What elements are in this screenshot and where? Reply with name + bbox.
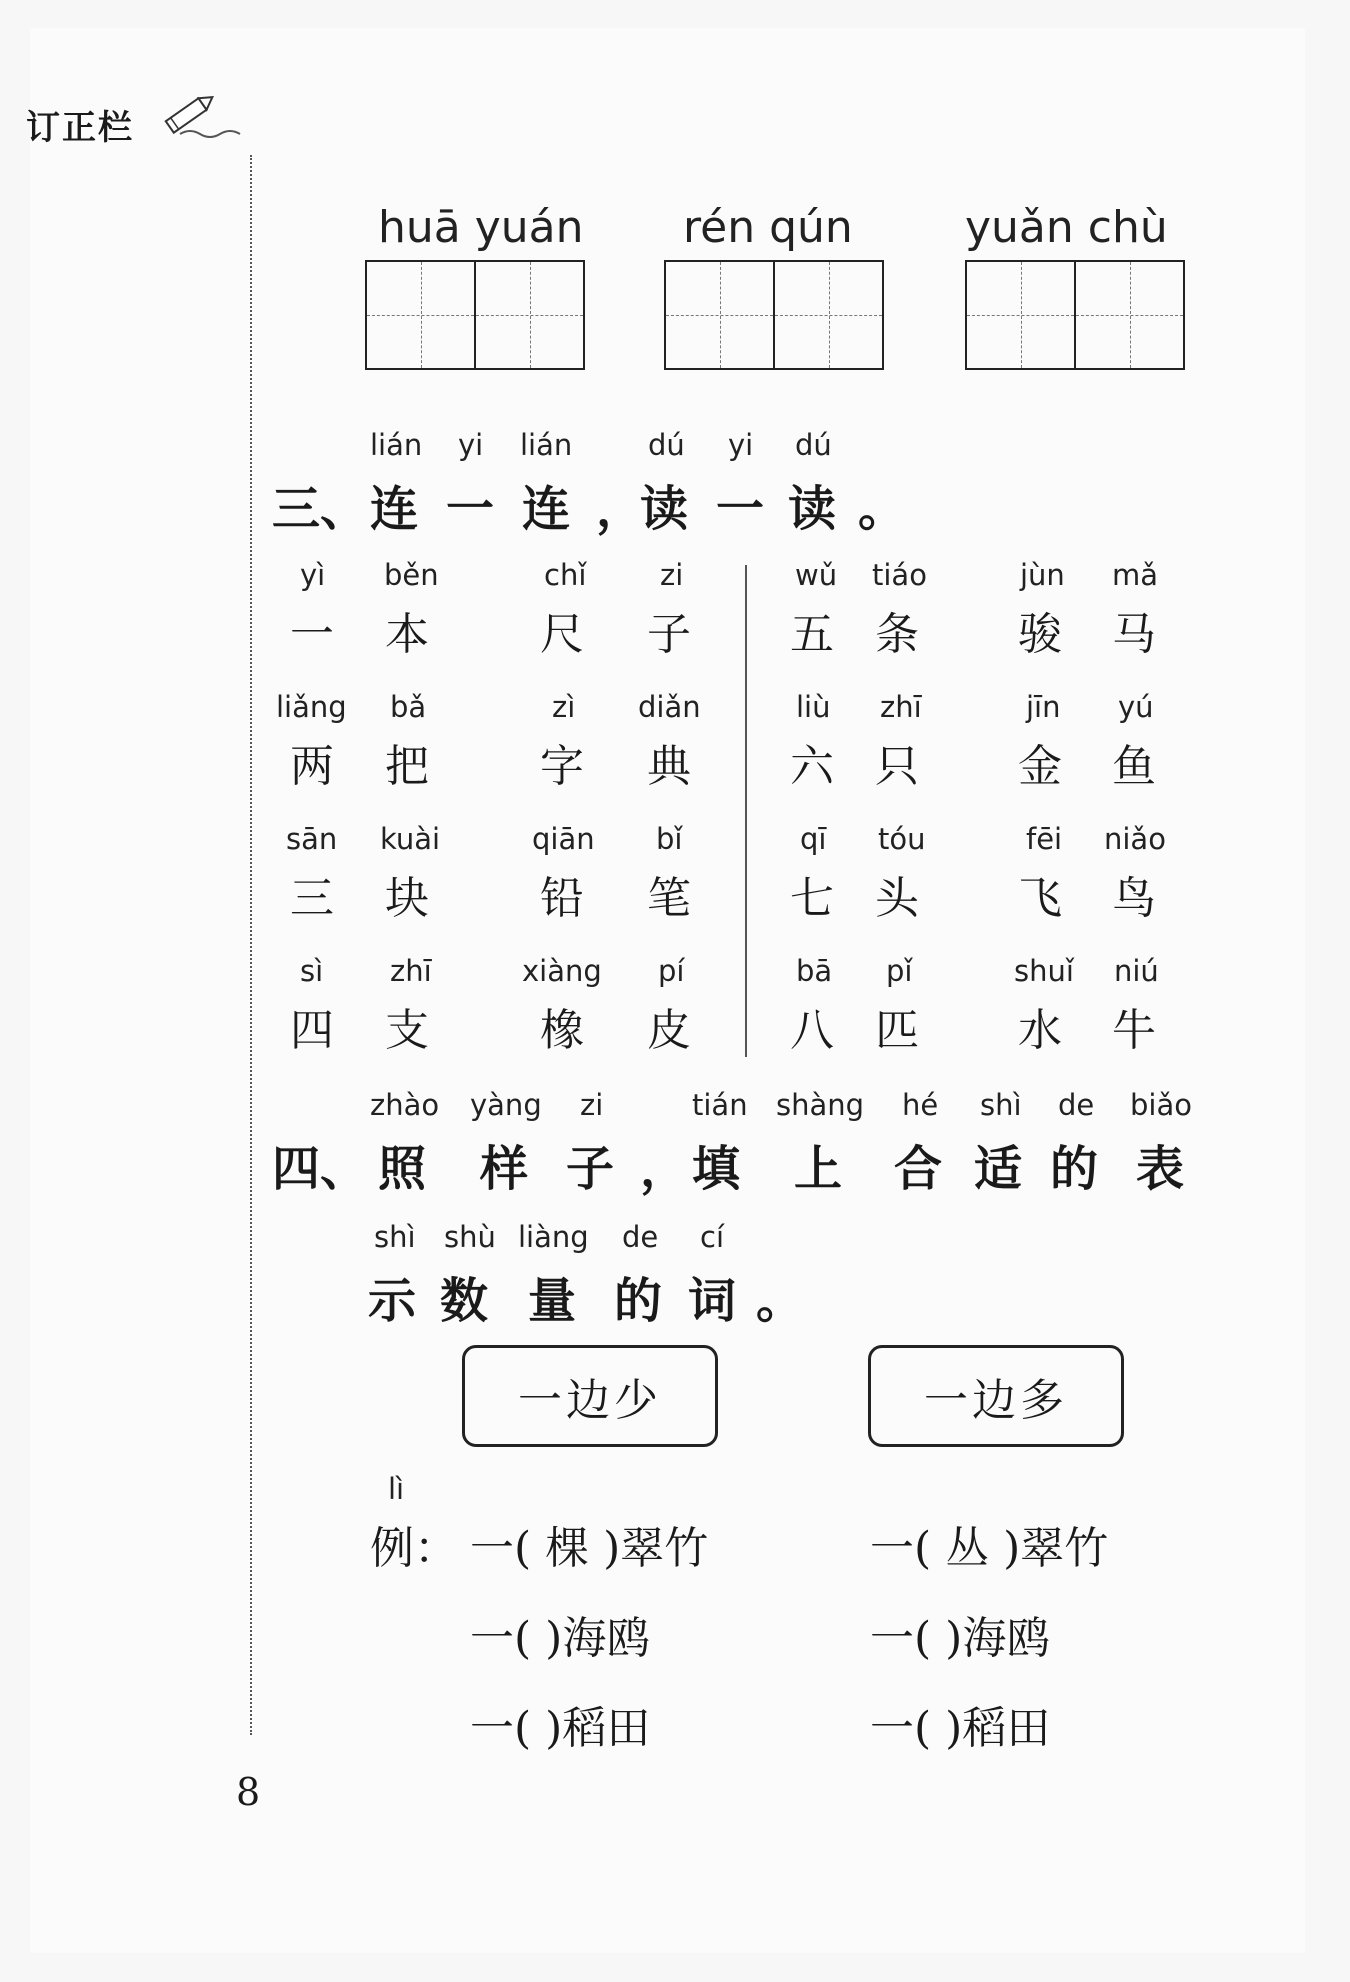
- pinyin: zi: [660, 558, 684, 592]
- heading-pinyin: shì: [374, 1220, 416, 1254]
- section4-title: ，: [640, 1141, 689, 1197]
- heading-pinyin: dú: [648, 428, 685, 462]
- exercise-item[interactable]: 一( )海鸥: [870, 1613, 1051, 1664]
- pinyin: bā: [796, 954, 833, 988]
- heading-pinyin: shù: [444, 1220, 496, 1254]
- section4-title: 填: [692, 1141, 741, 1197]
- pinyin: chǐ: [544, 558, 587, 592]
- word-char[interactable]: 八: [790, 1005, 834, 1056]
- word-char[interactable]: 马: [1112, 609, 1156, 660]
- li-pinyin: lì: [388, 1472, 405, 1506]
- section3-title: 一: [446, 481, 495, 537]
- word-char[interactable]: 鱼: [1112, 741, 1156, 792]
- exercise-item[interactable]: 一( )稻田: [470, 1703, 651, 1754]
- pinyin: sān: [286, 822, 338, 856]
- word-char[interactable]: 鸟: [1112, 873, 1156, 924]
- section4-title: 子: [566, 1141, 615, 1197]
- heading-pinyin: de: [622, 1220, 659, 1254]
- heading-pinyin: liàng: [518, 1220, 589, 1254]
- heading-pinyin: de: [1058, 1088, 1095, 1122]
- heading-pinyin: shàng: [776, 1088, 865, 1122]
- section3-title: 连: [522, 481, 571, 537]
- heading-pinyin: lián: [370, 428, 423, 462]
- word-char[interactable]: 四: [290, 1005, 334, 1056]
- section4-title: 适: [974, 1141, 1023, 1197]
- word-char[interactable]: 七: [790, 873, 834, 924]
- pinyin: diǎn: [638, 690, 701, 724]
- section4-title: 照: [378, 1141, 427, 1197]
- section3-title: 连: [370, 481, 419, 537]
- word-char[interactable]: 典: [647, 741, 691, 792]
- word-char[interactable]: 块: [385, 873, 429, 924]
- section3-title: 读: [788, 481, 837, 537]
- word-char[interactable]: 头: [875, 873, 919, 924]
- word-char[interactable]: 本: [385, 609, 429, 660]
- heading-pinyin: hé: [902, 1088, 939, 1122]
- example-label: 例：: [370, 1523, 458, 1574]
- grid-pinyin: yuǎn chù: [965, 202, 1168, 253]
- section4-title: 示: [368, 1273, 417, 1329]
- word-char[interactable]: 尺: [540, 609, 584, 660]
- pencil-icon: [160, 84, 250, 144]
- heading-pinyin: zi: [580, 1088, 604, 1122]
- pinyin: kuài: [380, 822, 441, 856]
- pinyin: liù: [796, 690, 831, 724]
- word-char[interactable]: 飞: [1018, 873, 1062, 924]
- section4-title: 合: [894, 1141, 943, 1197]
- pinyin: niǎo: [1104, 822, 1166, 856]
- section3-title: 读: [640, 481, 689, 537]
- matching-divider: [745, 565, 747, 1057]
- heading-pinyin: tián: [692, 1088, 748, 1122]
- pinyin: běn: [384, 558, 439, 592]
- heading-pinyin: lián: [520, 428, 573, 462]
- pinyin: yì: [300, 558, 326, 592]
- word-char[interactable]: 金: [1018, 741, 1062, 792]
- exercise-item[interactable]: 一( 丛 )翠竹: [870, 1523, 1109, 1574]
- heading-pinyin: yàng: [470, 1088, 542, 1122]
- word-char[interactable]: 橡: [540, 1005, 584, 1056]
- section3-title: 一: [716, 481, 765, 537]
- word-char[interactable]: 水: [1018, 1005, 1062, 1056]
- section4-title: 的: [1050, 1141, 1099, 1197]
- pinyin: pí: [658, 954, 685, 988]
- pinyin: niú: [1114, 954, 1159, 988]
- pinyin: bǐ: [656, 822, 683, 856]
- pinyin: xiàng: [522, 954, 602, 988]
- word-char[interactable]: 只: [875, 741, 919, 792]
- section4-title: 的: [614, 1273, 663, 1329]
- heading-pinyin: shì: [980, 1088, 1022, 1122]
- heading-pinyin: yi: [458, 428, 484, 462]
- section4-title: 表: [1136, 1141, 1185, 1197]
- pinyin: wǔ: [795, 558, 838, 592]
- section4-title: 词: [688, 1273, 737, 1329]
- pinyin: qiān: [532, 822, 595, 856]
- word-char[interactable]: 字: [540, 741, 584, 792]
- word-char[interactable]: 牛: [1112, 1005, 1156, 1056]
- word-char[interactable]: 铅: [540, 873, 584, 924]
- pinyin: qī: [800, 822, 827, 856]
- pinyin: bǎ: [390, 690, 427, 724]
- grid-pinyin: huā yuán: [378, 202, 584, 253]
- pinyin: zhī: [390, 954, 432, 988]
- word-char[interactable]: 匹: [875, 1005, 919, 1056]
- writing-grid[interactable]: [365, 260, 585, 370]
- word-char[interactable]: 支: [385, 1005, 429, 1056]
- word-char[interactable]: 骏: [1018, 609, 1062, 660]
- pinyin: jùn: [1020, 558, 1065, 592]
- section4-title: 。: [756, 1273, 805, 1329]
- section4-title: 四、: [272, 1141, 369, 1197]
- word-char[interactable]: 笔: [647, 873, 691, 924]
- pinyin: liǎng: [276, 690, 347, 724]
- pinyin: pǐ: [886, 954, 913, 988]
- heading-pinyin: yi: [728, 428, 754, 462]
- word-char[interactable]: 五: [790, 609, 834, 660]
- grid-pinyin: rén qún: [683, 202, 853, 253]
- section4-title: 上: [794, 1141, 843, 1197]
- pinyin: tiáo: [872, 558, 927, 592]
- margin-divider-line: [250, 155, 252, 1735]
- writing-grid[interactable]: [965, 260, 1185, 370]
- pinyin: mǎ: [1112, 558, 1159, 592]
- section4-title: 样: [480, 1141, 529, 1197]
- section4-title: 数: [440, 1273, 489, 1329]
- pinyin: zhī: [880, 690, 922, 724]
- pinyin: zì: [552, 690, 576, 724]
- word-char[interactable]: 皮: [647, 1005, 691, 1056]
- page-number: 8: [236, 1770, 261, 1814]
- section3-title: 三、: [272, 481, 369, 537]
- word-char[interactable]: 条: [875, 609, 919, 660]
- pinyin: jīn: [1026, 690, 1061, 724]
- correction-column-label: 订正栏: [26, 108, 134, 148]
- word-char[interactable]: 把: [385, 741, 429, 792]
- pinyin: fēi: [1026, 822, 1063, 856]
- pinyin: yú: [1118, 690, 1154, 724]
- pinyin: tóu: [878, 822, 926, 856]
- section3-title: 。: [858, 481, 907, 537]
- heading-pinyin: biǎo: [1130, 1088, 1192, 1122]
- example-box-left: 一边少: [462, 1345, 718, 1447]
- pinyin: sì: [300, 954, 324, 988]
- writing-grid[interactable]: [664, 260, 884, 370]
- heading-pinyin: cí: [700, 1220, 725, 1254]
- exercise-item[interactable]: 一( )海鸥: [470, 1613, 651, 1664]
- word-char[interactable]: 三: [290, 873, 334, 924]
- section4-title: 量: [528, 1273, 577, 1329]
- word-char[interactable]: 子: [647, 609, 691, 660]
- word-char[interactable]: 一: [290, 609, 334, 660]
- word-char[interactable]: 两: [290, 741, 334, 792]
- exercise-item[interactable]: 一( )稻田: [870, 1703, 1051, 1754]
- word-char[interactable]: 六: [790, 741, 834, 792]
- exercise-item[interactable]: 一( 棵 )翠竹: [470, 1523, 709, 1574]
- example-box-right: 一边多: [868, 1345, 1124, 1447]
- section3-title: ，: [596, 481, 645, 537]
- pinyin: shuǐ: [1014, 954, 1074, 988]
- heading-pinyin: dú: [795, 428, 832, 462]
- heading-pinyin: zhào: [370, 1088, 440, 1122]
